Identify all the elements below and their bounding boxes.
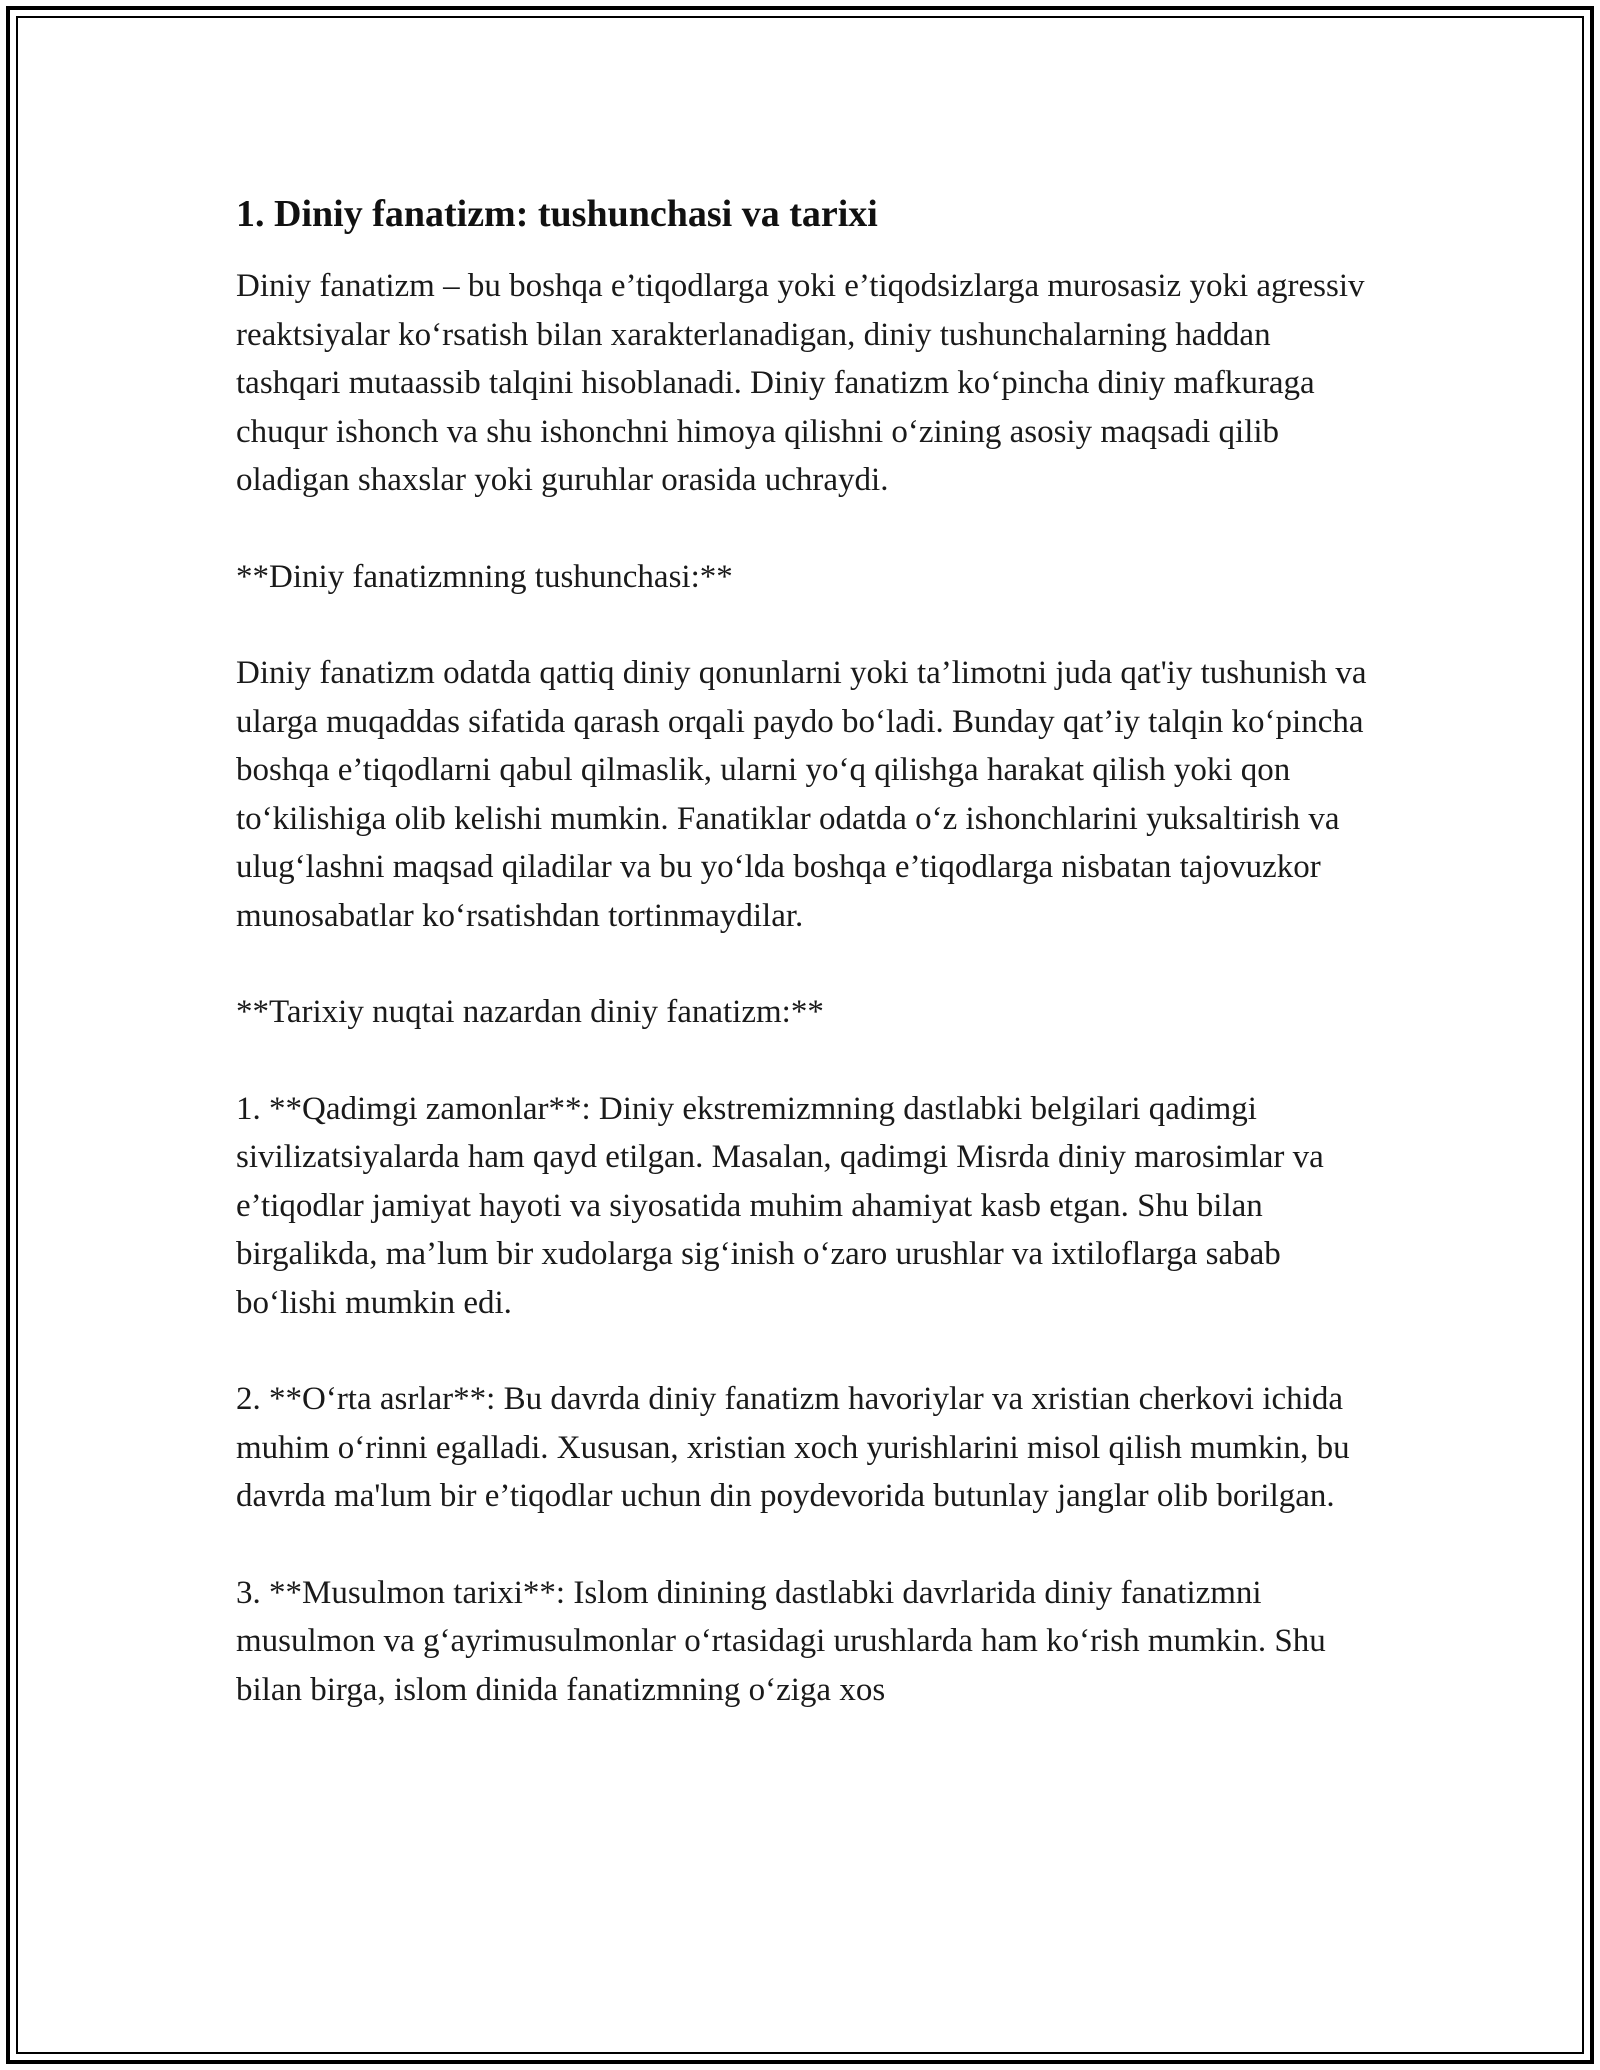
paragraph-spacer xyxy=(236,1327,1376,1375)
paragraph-spacer xyxy=(236,1521,1376,1569)
history-subheading: **Tarixiy nuqtai nazardan diniy fanatizm:** xyxy=(236,994,824,1030)
intro-paragraph: Diniy fanatizm – bu boshqa e’tiqodlarga yoki e’tiqodsizlarga murosasiz yoki agressiv reaktsiyalar ko‘rsatish bilan xarakterlanadigan, diniy tushunchalarning haddan tashqari mutaassib talqini hisoblanadi. Diniy fanatizm ko‘pincha diniy mafkuraga chuqur ishonch va shu ishonchni himoya qilishni o‘zining asosiy maqsadi qilib oladigan shaxslar yoki guruhlar orasida uchraydi. xyxy=(236,268,1365,498)
list-item-middle-ages: 2. **O‘rta asrlar**: Bu davrda diniy fanatizm havoriylar va xristian cherkovi ichida muhim o‘rinni egalladi. Xususan, xristian xoch yurishlarini misol qilish mumkin, bu davrda ma'lum bir e’tiqodlar uchun din poydevorida butunlay janglar olib borilgan. xyxy=(236,1381,1350,1514)
section-heading: 1. Diniy fanatizm: tushunchasi va tarixi xyxy=(236,193,878,235)
concept-subheading: **Diniy fanatizmning tushunchasi:** xyxy=(236,558,733,595)
paragraph-spacer xyxy=(236,505,1376,553)
list-item-muslim-history: 3. **Musulmon tarixi**: Islom dinining dastlabki davrlarida diniy fanatizmni musulmon va g‘ayrimusulmonlar o‘rtasidagi urushlarda ham ko‘rish mumkin. Shu bilan birga, islom dinida fanatizmning o‘ziga xos xyxy=(236,1574,1326,1708)
paragraph-spacer xyxy=(236,1037,1376,1085)
paragraph-spacer xyxy=(236,940,1376,988)
paragraph-spacer xyxy=(236,601,1376,649)
list-item-ancient: 1. **Qadimgi zamonlar**: Diniy ekstremizmning dastlabki belgilari qadimgi sivilizatsiyalarda ham qayd etilgan. Masalan, qadimgi Misrda diniy marosimlar va e’tiqodlar jamiyat hayoti va siyosatida muhim ahamiyat kasb etgan. Shu bilan birgalikda, ma’lum bir xudolarga sig‘inish o‘zaro urushlar va ixtiloflarga sabab bo‘lishi mumkin edi. xyxy=(236,1090,1324,1321)
concept-paragraph: Diniy fanatizm odatda qattiq diniy qonunlarni yoki ta’limotni juda qat'iy tushunish va ularga muqaddas sifatida qarash orqali paydo bo‘ladi. Bunday qat’iy talqin ko‘pincha boshqa e’tiqodlarni qabul qilmaslik, ularni yo‘q qilishga harakat qilish yoki qon to‘kilishiga olib kelishi mumkin. Fanatiklar odatda o‘z ishonchlarini yuksaltirish va ulug‘lashni maqsad qiladilar va bu yo‘lda boshqa e’tiqodlarga nisbatan tajovuzkor munosabatlar ko‘rsatishdan tortinmaydilar. xyxy=(236,655,1367,934)
document-body xyxy=(236,188,1376,1714)
